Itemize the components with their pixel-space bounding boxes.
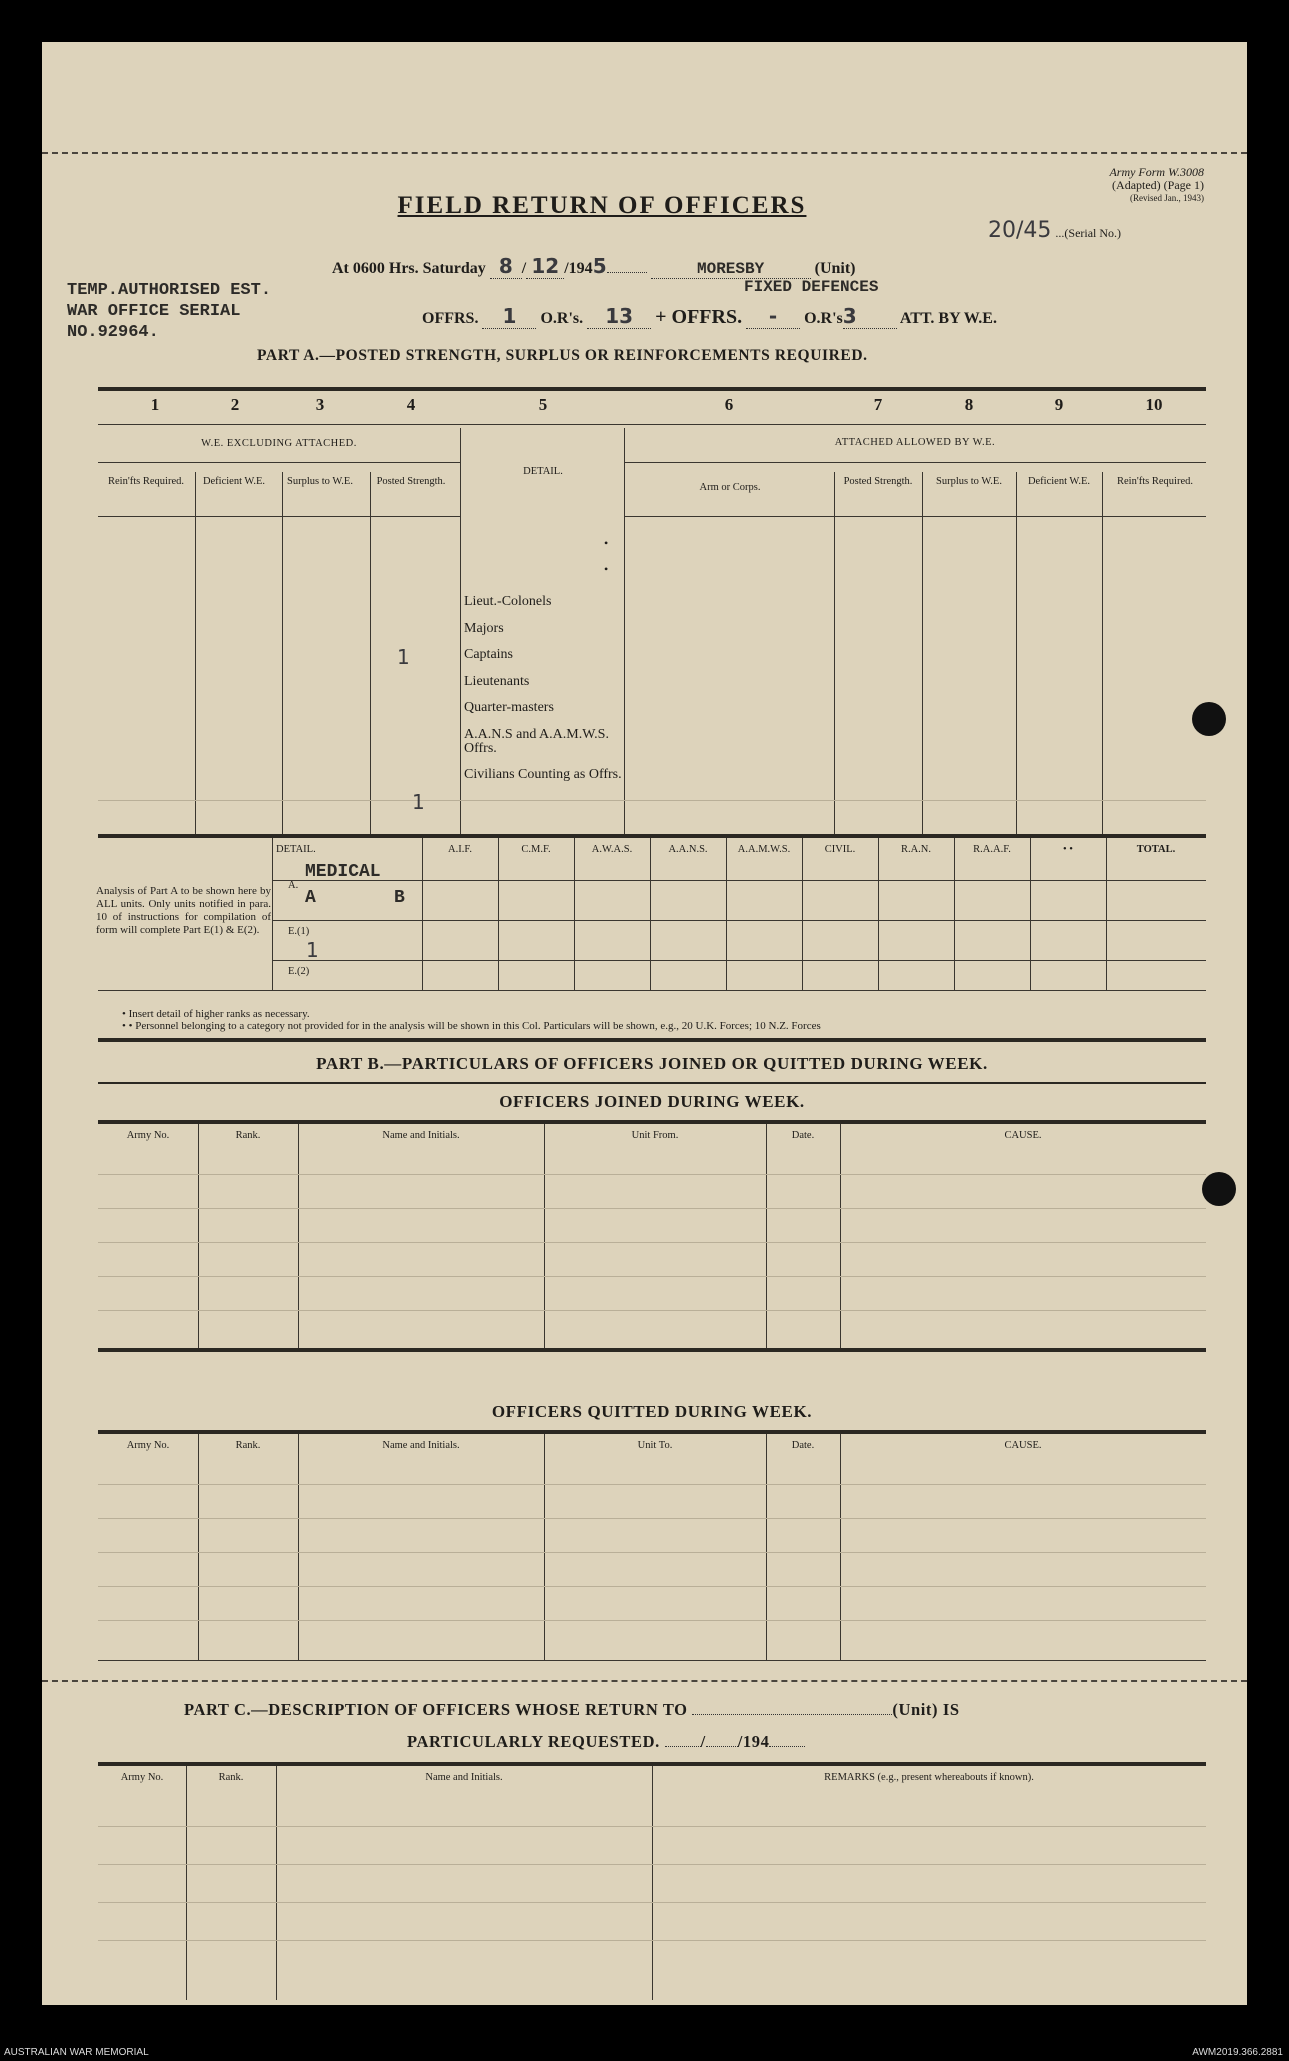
detail-header: DETAIL.	[523, 466, 563, 477]
perforation-line-middle	[42, 1680, 1247, 1682]
joined-col-army-no: Army No.	[126, 1130, 170, 1141]
analysis-col-total: TOTAL.	[1136, 844, 1176, 855]
unit-value-1: MORESBY	[697, 260, 765, 278]
quitted-row-rule	[98, 1620, 1206, 1621]
attached-rule	[624, 462, 1206, 463]
quitted-row-rule	[98, 1552, 1206, 1553]
posted-total-value: 1	[412, 790, 425, 814]
col-number-4: 4	[406, 395, 416, 414]
form-adapted: (Adapted) (Page 1)	[1112, 178, 1204, 192]
analysis-col-other: • •	[1063, 844, 1073, 855]
analysis-row-e1: E.(1)	[288, 926, 310, 937]
col-number-7: 7	[873, 395, 883, 414]
part-c-col-rank: Rank.	[218, 1772, 244, 1783]
part-a-vline	[922, 472, 923, 834]
joined-vline	[198, 1124, 199, 1348]
joined-vline	[298, 1124, 299, 1348]
quitted-col-cause: CAUSE.	[1004, 1440, 1042, 1451]
part-a-vline	[195, 472, 196, 834]
analysis-col-aamws: A.A.M.W.S.	[737, 844, 791, 855]
col-number-10: 10	[1145, 395, 1163, 414]
punch-hole	[1192, 702, 1226, 736]
typed-authorisation	[67, 280, 271, 343]
part-a-vline	[282, 472, 283, 834]
posted-captains-value: 1	[397, 645, 410, 669]
analysis-col-aans: A.A.N.S.	[668, 844, 708, 855]
joined-row-rule	[98, 1276, 1206, 1277]
quitted-col-unit-to: Unit To.	[637, 1440, 673, 1451]
col-number-2: 2	[230, 395, 240, 414]
part-c-title-line-2: PARTICULARLY REQUESTED. / /194	[407, 1732, 1007, 1752]
joined-vline	[840, 1124, 841, 1348]
analysis-rule	[272, 920, 1206, 921]
analysis-row-a: A.	[288, 880, 299, 891]
analysis-col-awas: A.W.A.S.	[591, 844, 633, 855]
month-value: 12	[531, 254, 560, 278]
joined-top-rule	[98, 1120, 1206, 1124]
col-number-9: 9	[1054, 395, 1064, 414]
analysis-vline	[422, 838, 423, 990]
bullet-marker: •	[604, 536, 609, 550]
serial-number	[988, 218, 1204, 243]
header-strength-line	[422, 304, 1222, 329]
joined-col-cause: CAUSE.	[1004, 1130, 1042, 1141]
plus-offrs-label: + OFFRS.	[655, 306, 743, 328]
header-deficient-right: Deficient W.E.	[1027, 476, 1091, 487]
analysis-col-civil: CIVIL.	[824, 844, 856, 855]
col-number-3: 3	[315, 395, 325, 414]
joined-vline	[544, 1124, 545, 1348]
year-digit: 5	[592, 254, 607, 278]
quitted-header-rule	[98, 1430, 1206, 1434]
joined-col-rank: Rank.	[235, 1130, 261, 1141]
part-c-vline	[276, 1766, 277, 2000]
right-subheader-rule	[624, 516, 1206, 517]
analysis-rule	[272, 960, 1206, 961]
analysis-vline	[726, 838, 727, 990]
footer-accession: AWM2019.366.2881	[1192, 2047, 1283, 2058]
footer-credit: AUSTRALIAN WAR MEMORIAL	[4, 2047, 149, 2058]
header-reinfts-right: Rein'fts Required.	[1117, 476, 1193, 487]
part-a-vline	[1016, 472, 1017, 834]
part-c-row-rule	[98, 1864, 1206, 1865]
part-c-title: PART C.—DESCRIPTION OF OFFICERS WHOSE RETURN TO	[184, 1700, 688, 1719]
analysis-bottom-rule	[98, 990, 1206, 991]
analysis-typed-b: B	[394, 888, 405, 908]
footnote-1: • Insert detail of higher ranks as necessary.	[122, 1008, 310, 1020]
part-a-vline	[460, 428, 461, 834]
col-number-5: 5	[538, 395, 548, 414]
attached-allowed-header: ATTACHED ALLOWED BY W.E.	[834, 437, 996, 448]
ors-value: 13	[605, 304, 634, 328]
quitted-bottom-rule	[98, 1660, 1206, 1661]
header-reinfts-left: Rein'fts Required.	[108, 476, 184, 487]
ors-label: O.R's.	[540, 310, 584, 327]
quitted-row-rule	[98, 1518, 1206, 1519]
part-c-year: /194	[737, 1732, 770, 1751]
part-a-total-rule	[98, 800, 1206, 801]
analysis-vline	[272, 838, 273, 990]
bullet-marker: •	[604, 562, 609, 576]
part-a-title: PART A.—POSTED STRENGTH, SURPLUS OR REINFORCEMENTS REQUIRED.	[257, 347, 868, 364]
form-identifier	[1004, 166, 1204, 205]
ors2-label: O.R's	[804, 310, 843, 327]
rank-lieut-colonels: Lieut.-Colonels	[464, 594, 552, 609]
plus-offrs-value: -	[768, 304, 778, 328]
att-label: ATT. BY W.E.	[899, 310, 997, 327]
analysis-rule	[272, 880, 1206, 881]
rank-aans: A.A.N.S and A.A.M.W.S. Offrs.	[464, 726, 609, 756]
rank-civilians: Civilians Counting as Offrs.	[464, 766, 622, 782]
unit-value-2: FIXED DEFENCES	[744, 278, 879, 296]
part-c-unit-suffix: (Unit) IS	[892, 1700, 960, 1719]
quitted-col-army-no: Army No.	[126, 1440, 170, 1451]
serial-value: 20/45	[988, 218, 1052, 243]
analysis-detail-label: DETAIL.	[276, 844, 316, 855]
header-posted-left: Posted Strength.	[376, 476, 446, 487]
analysis-col-raaf: R.A.A.F.	[973, 844, 1011, 855]
rank-majors: Majors	[464, 620, 504, 636]
typed-line-1: TEMP.AUTHORISED EST.	[67, 281, 272, 300]
perforation-line-top	[42, 152, 1247, 154]
rank-list	[464, 589, 629, 782]
analysis-typed-a: A	[305, 888, 316, 908]
quitted-vline	[840, 1434, 841, 1660]
part-a-vline	[1102, 472, 1103, 834]
quitted-vline	[766, 1434, 767, 1660]
part-a-vline	[370, 472, 371, 834]
part-c-title-line-1	[184, 1700, 1184, 1720]
at-label: At 0600 Hrs. Saturday	[332, 260, 486, 277]
analysis-vline	[1030, 838, 1031, 990]
footnote-2: • • Personnel belonging to a category not provided for in the analysis will be shown in this Col. Particulars will be shown, e.g., 20 U.K. Forces; 10 N.Z. Forces	[122, 1020, 821, 1032]
joined-col-unit-from: Unit From.	[631, 1130, 679, 1141]
quitted-row-rule	[98, 1586, 1206, 1587]
part-a-number-rule	[98, 424, 1206, 425]
part-c-vline	[652, 1766, 653, 2000]
joined-vline	[766, 1124, 767, 1348]
part-a-top-rule	[98, 387, 1206, 391]
header-arm-corps: Arm or Corps.	[699, 482, 761, 493]
left-subheader-rule	[98, 516, 460, 517]
quitted-col-name: Name and Initials.	[382, 1440, 460, 1451]
joined-row-rule	[98, 1208, 1206, 1209]
part-a-vline	[834, 472, 835, 834]
form-number: Army Form W.3008	[1109, 165, 1204, 179]
joined-row-rule	[98, 1310, 1206, 1311]
quitted-row-rule	[98, 1484, 1206, 1485]
we-excluding-rule	[98, 462, 460, 463]
joined-title: OFFICERS JOINED DURING WEEK.	[499, 1092, 805, 1111]
analysis-vline	[802, 838, 803, 990]
col-number-1: 1	[150, 395, 160, 414]
analysis-col-cmf: C.M.F.	[521, 844, 551, 855]
joined-col-date: Date.	[791, 1130, 815, 1141]
analysis-typed-medical: MEDICAL	[305, 862, 381, 882]
analysis-vline	[878, 838, 879, 990]
quitted-title: OFFICERS QUITTED DURING WEEK.	[491, 1402, 813, 1421]
header-deficient-left: Deficient W.E.	[202, 476, 266, 487]
punch-hole	[1202, 1172, 1236, 1206]
quitted-vline	[198, 1434, 199, 1660]
header-surplus-left: Surplus to W.E.	[287, 476, 353, 487]
form-sheet	[42, 42, 1247, 2005]
analysis-top-rule	[98, 834, 1206, 838]
form-revision: (Revised Jan., 1943)	[1130, 193, 1204, 203]
typed-line-2: WAR OFFICE SERIAL	[67, 302, 241, 321]
offrs-label: OFFRS.	[422, 310, 479, 327]
analysis-col-aif: A.I.F.	[448, 844, 472, 855]
part-c-col-remarks: REMARKS (e.g., present whereabouts if known).	[824, 1772, 1034, 1783]
rank-quarter-masters: Quarter-masters	[464, 700, 554, 715]
quitted-vline	[544, 1434, 545, 1660]
quitted-col-rank: Rank.	[235, 1440, 261, 1451]
joined-row-rule	[98, 1174, 1206, 1175]
rank-lieutenants: Lieutenants	[464, 673, 530, 689]
analysis-row-e2: E.(2)	[288, 966, 310, 977]
rank-captains: Captains	[464, 647, 513, 662]
analysis-hand-value: 1	[306, 938, 319, 962]
analysis-col-ran: R.A.N.	[900, 844, 932, 855]
serial-label: ...(Serial No.)	[1055, 226, 1122, 240]
we-excluding-header: W.E. EXCLUDING ATTACHED.	[201, 438, 357, 449]
ors2-value: 3	[842, 304, 857, 328]
analysis-vline	[574, 838, 575, 990]
part-b-title-rule	[98, 1082, 1206, 1084]
header-surplus-right: Surplus to W.E.	[936, 476, 1002, 487]
joined-col-name: Name and Initials.	[382, 1130, 460, 1141]
part-c-row-rule	[98, 1902, 1206, 1903]
header-date-line: At 0600 Hrs. Saturday 8 / 12 /1945 MORESBY (Unit)	[332, 254, 856, 278]
footnotes	[122, 1008, 1222, 1032]
quitted-vline	[298, 1434, 299, 1660]
quitted-col-date: Date.	[791, 1440, 815, 1451]
analysis-vline	[1106, 838, 1107, 990]
part-b-title: PART B.—PARTICULARS OF OFFICERS JOINED OR QUITTED DURING WEEK.	[316, 1054, 988, 1073]
header-posted-right: Posted Strength.	[843, 476, 913, 487]
col-number-8: 8	[964, 395, 974, 414]
quitted-top-rule	[98, 1348, 1206, 1352]
part-c-col-name: Name and Initials.	[425, 1772, 503, 1783]
year-prefix: /194	[564, 260, 593, 277]
unit-label: (Unit)	[814, 260, 856, 277]
analysis-note: Analysis of Part A to be shown here by ALL units. Only units notified in para. 10 of instructions for compilation of form will complete Part E(1) & E(2).	[96, 885, 271, 936]
part-c-col-army-no: Army No.	[120, 1772, 164, 1783]
typed-line-3: NO.92964.	[67, 323, 159, 342]
analysis-vline	[954, 838, 955, 990]
form-title: FIELD RETURN OF OFFICERS	[397, 192, 807, 219]
day-value: 8	[498, 254, 513, 278]
offrs-value: 1	[502, 304, 517, 328]
analysis-vline	[650, 838, 651, 990]
joined-row-rule	[98, 1242, 1206, 1243]
col-number-6: 6	[724, 395, 734, 414]
part-c-requested: PARTICULARLY REQUESTED.	[407, 1732, 660, 1751]
part-c-row-rule	[98, 1940, 1206, 1941]
part-b-top-rule	[98, 1038, 1206, 1042]
part-c-vline	[186, 1766, 187, 2000]
analysis-vline	[498, 838, 499, 990]
part-c-row-rule	[98, 1826, 1206, 1827]
